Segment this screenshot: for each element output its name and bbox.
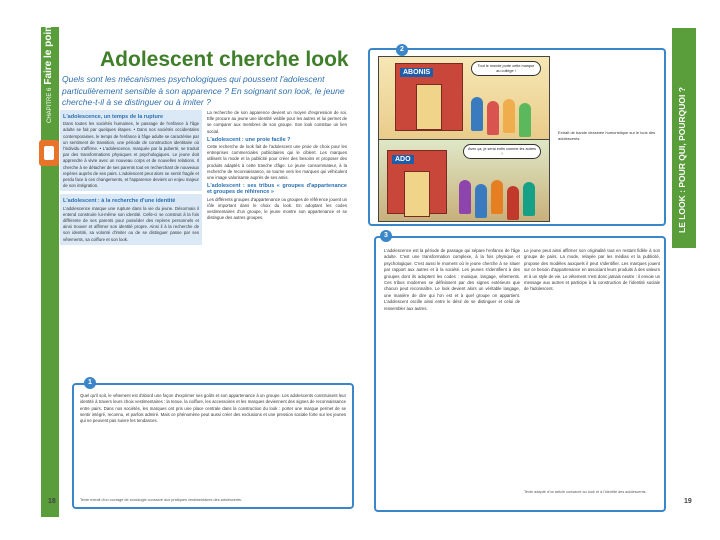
chapter-icon	[39, 140, 59, 166]
section-text: Les différents groupes d'appartenance ou groupes de référence jouent un rôle important dans le choix du look. En adoptant les codes vestimentaires d'un groupe, le jeune montre son appartenance et se distingue des autres groupes.	[207, 196, 347, 221]
character	[475, 184, 487, 218]
chapter-tab-text	[43, 22, 54, 123]
section-heading: L'adolescent : à la recherche d'une identité	[63, 198, 176, 205]
document-2	[368, 48, 666, 226]
section-tab-label: LE LOOK : POUR QUI, POURQUOI ?	[677, 87, 687, 233]
comic-panel	[379, 57, 549, 139]
page-number-left: 18	[48, 498, 56, 505]
column-box	[60, 194, 202, 244]
document-number-badge: 1	[84, 377, 96, 389]
shop-door	[416, 84, 442, 130]
character	[459, 180, 471, 214]
section-heading: L'adolescence, un temps de la rupture	[63, 114, 164, 120]
section-text: L'adolescence marque une rupture dans la vie du jeune. Désormais il entend construire lui-même son identité. Celle-ci se construit à la fois différente de ses parents pour posséder des repères personnels et ainsi trouver et affirmer son identité propre. Ainsi il à la recherche de son identité, sa volonté d'imiter ou de se distinguer passe par ses vêtements, sa coiffure et son look.	[63, 205, 199, 242]
page-title: Adolescent cherche look	[100, 48, 349, 71]
character	[523, 182, 535, 216]
shop-front	[395, 63, 463, 131]
document-text-column: L'adolescence est la période de passage qui sépare l'enfance de l'âge adulte. C'est une transformation complexe, à la fois physique et psychologique. C'est aussi le moment où le jeune cherche à se situer par rapport aux autres et à la société. Les jeunes s'identifient à des groupes dont ils adoptent les codes : musique, langage, vêtements. Ces tribus modernes se définissent par des signes extérieurs que chacun peut reconnaître. Le look devient alors un véritable langage, une manière de dire qui l'on est et à quel groupe on appartient. L'adolescent oscille ainsi entre le désir de se distinguer et celui de ressembler aux autres.	[384, 248, 520, 311]
column-box	[60, 110, 202, 191]
document-number-badge: 3	[380, 230, 392, 242]
chapter-label: Faire le point	[43, 22, 54, 85]
chapter-tab	[41, 22, 59, 517]
column-right	[207, 110, 347, 356]
character	[507, 186, 519, 220]
character	[471, 97, 483, 131]
document-3	[374, 236, 666, 512]
section-heading: L'adolescent : ses tribus « groupes d'appartenance et groupes de référence »	[207, 183, 347, 196]
section-tab	[672, 28, 696, 248]
document-text-column: Le jeune peut ainsi affirmer son originalité tout en restant fidèle à son groupe de pairs. La mode, relayée par les médias et la publicité, propose des modèles auxquels il peut s'identifier. Les marques jouent sur ce besoin d'appartenance en associant leurs produits à des valeurs et à un style de vie. Le vêtement n'est donc jamais neutre : il envoie un message aux autres et participe à la construction de l'identité sociale de l'adolescent.	[524, 248, 660, 292]
column-left	[60, 110, 202, 356]
section-text: La recherche de son apparence devient un moyen d'expression de soi. Elle procure au jeune une identité visible pour les autres et lui permet de se comparer aux membres de son groupe. Son look constitue un lien social.	[207, 110, 347, 134]
speech-bubble: Avec ça, je serai enfin comme les autres !	[463, 144, 541, 159]
page-intro: Quels sont les mécanismes psychologiques qui poussent l'adolescent particulièrement sensible à son apparence ? En soignant son look, le jeune cherche-t-il à se distinguer ou à imiter ?	[62, 74, 345, 107]
document-source: Texte extrait d'un ouvrage de sociologie consacré aux pratiques vestimentaires des adolescents.	[80, 497, 242, 502]
character	[519, 103, 531, 137]
character	[487, 101, 499, 135]
speech-bubble: Tout le monde porte cette marque au collège !	[471, 61, 541, 76]
document-number-badge: 2	[396, 44, 408, 56]
page-number-right: 19	[684, 498, 692, 505]
shop-front	[387, 150, 447, 214]
shop-door	[404, 171, 430, 217]
document-source: Texte adapté d'un article consacré au look et à l'identité des adolescents.	[524, 490, 647, 494]
document-caption: Extrait de bande dessinée humoristique sur le look des adolescents.	[558, 130, 656, 141]
section-heading: L'adolescent : une proie facile ?	[207, 136, 291, 143]
section-text: Cette recherche de look fait de l'adolescent une proie de choix pour les entreprises commerciales publicitaires qui le ciblent. Les marques utilisent la mode et la publicité pour créer des besoins et proposer des produits adaptés à cette tranche d'âge. Le jeune consommateur, à la recherche de reconnaissance, se tourne vers les marques qui véhiculent une image valorisante auprès de ses amis.	[207, 144, 347, 181]
shop-sign: ABONIS	[400, 68, 433, 77]
comic-panel	[379, 139, 549, 221]
shop-sign: ADO	[392, 155, 414, 164]
character	[491, 180, 503, 214]
comic-strip	[378, 56, 550, 222]
section-text: Dans toutes les sociétés humaines, le passage de l'enfance à l'âge adulte se fait par quelques étapes. • Dans nos sociétés occidentales contemporaines, le temps de l'enfance à l'âge adulte se caractérise par un sentiment de transition, une période de construction identitaire où l'individu s'affirme. • L'adolescence, marquée par la puberté, se traduit par des transformations physiques et psychologiques. Le jeune doit apprendre à vivre avec un nouveau corps et de nouvelles relations. Il cherche à se détacher de ses parents tout en recherchant de nouveaux repères auprès de ses pairs. L'adolescent peut alors se sentir fragile et perdu face à ces changements, et l'apparence devient un enjeu majeur de son intégration.	[63, 121, 199, 189]
document-text: Quel qu'il soit, le vêtement est d'abord une façon d'exprimer ses goûts et son appartenance à un groupe. Les adolescents construisent leur identité à travers leurs choix vestimentaires : la tenue, la coiffure, les accessoires et les marques deviennent des signes de reconnaissance entre pairs. Dans nos sociétés, les marques ont pris une place centrale dans la construction du look : porter une marque permet de se sentir intégré, reconnu, et parfois admiré. Mais ce phénomène peut aussi créer des exclusions et une pression sociale forte sur les jeunes qui ne peuvent pas suivre les tendances.	[80, 393, 346, 424]
chapter-number: CHAPITRE 6	[47, 87, 53, 123]
document-1	[72, 383, 354, 509]
character	[503, 99, 515, 133]
